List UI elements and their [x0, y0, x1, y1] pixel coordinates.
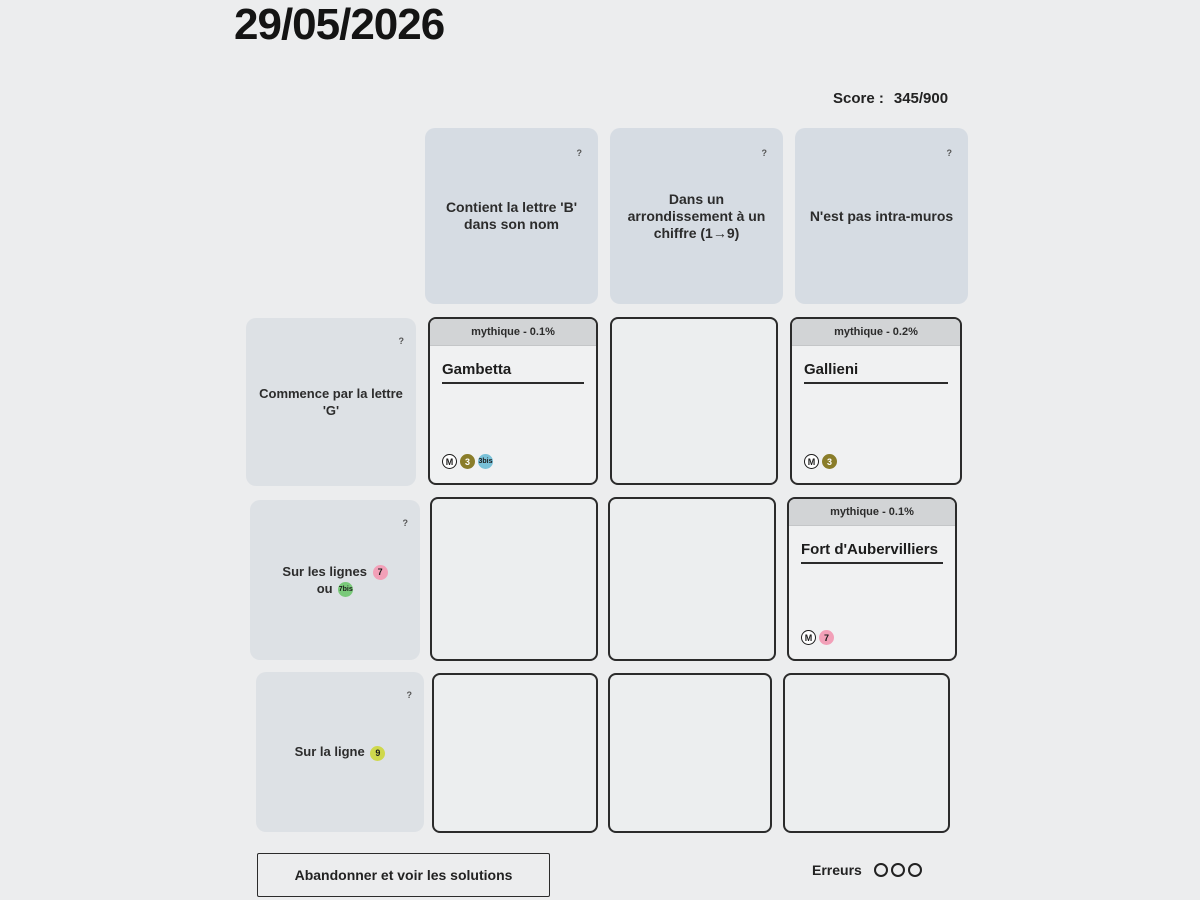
- station-name: Fort d'Aubervilliers: [801, 540, 943, 564]
- row-label: [282, 563, 387, 597]
- help-icon[interactable]: ?: [946, 148, 952, 158]
- error-circles: [874, 863, 922, 877]
- score-display: [833, 90, 948, 107]
- column-label: Dans un arrondissement à un chiffre (1→9): [627, 190, 766, 241]
- row-label: [295, 743, 386, 760]
- row-label-part: Sur les lignes: [282, 563, 367, 579]
- column-label: Contient la lettre 'B' dans son nom: [445, 199, 578, 232]
- line-9-icon: 9: [370, 746, 385, 761]
- error-circle-icon: [874, 863, 888, 877]
- puzzle-date: 29/05/2026: [234, 0, 445, 49]
- grid-cell-r3c3[interactable]: [783, 673, 950, 833]
- station-name: Gambetta: [442, 360, 584, 384]
- score-label: Score :: [833, 90, 884, 107]
- help-icon[interactable]: ?: [406, 690, 412, 700]
- errors-indicator: [812, 862, 922, 878]
- rarity-label: mythique - 0.2%: [792, 319, 960, 346]
- grid-cell-r2c1[interactable]: [430, 497, 598, 661]
- row-header-2: [250, 500, 420, 660]
- row-header-3: [256, 672, 424, 832]
- grid-cell-r3c2[interactable]: [608, 673, 772, 833]
- errors-label: Erreurs: [812, 862, 862, 878]
- help-icon[interactable]: ?: [398, 336, 404, 346]
- column-header-3: [795, 128, 968, 304]
- rarity-label: mythique - 0.1%: [430, 319, 596, 346]
- column-header-1: [425, 128, 598, 304]
- grid-cell-r2c2[interactable]: [608, 497, 776, 661]
- line-3-icon: 3: [460, 454, 475, 469]
- line-7-icon: 7: [819, 630, 834, 645]
- metro-icon: M: [804, 454, 819, 469]
- line-3-icon: 3: [822, 454, 837, 469]
- rarity-label: mythique - 0.1%: [789, 499, 955, 526]
- grid-cell-r1c2[interactable]: [610, 317, 778, 485]
- column-label: N'est pas intra-muros: [809, 207, 954, 224]
- metro-icon: M: [442, 454, 457, 469]
- row-label-part: Sur la ligne: [294, 744, 365, 760]
- error-circle-icon: [908, 863, 922, 877]
- line-3bis-icon: 3bis: [478, 454, 493, 469]
- grid-cell-r1c1[interactable]: [428, 317, 598, 485]
- line-badges: [442, 454, 493, 469]
- metro-icon: M: [801, 630, 816, 645]
- score-value: 345/900: [893, 90, 949, 107]
- line-7bis-icon: 7bis: [338, 582, 353, 597]
- column-header-2: [610, 128, 783, 304]
- abandon-button[interactable]: Abandonner et voir les solutions: [257, 853, 550, 897]
- line-7-icon: 7: [373, 565, 388, 580]
- row-header-1: [246, 318, 416, 486]
- help-icon[interactable]: ?: [576, 148, 582, 158]
- station-name: Gallieni: [804, 360, 948, 384]
- grid-cell-r2c3[interactable]: [787, 497, 957, 661]
- error-circle-icon: [891, 863, 905, 877]
- line-badges: [804, 454, 837, 469]
- row-label: Commence par la lettre 'G': [259, 386, 403, 418]
- row-label-part: ou: [316, 581, 333, 596]
- line-badges: [801, 630, 834, 645]
- grid-cell-r1c3[interactable]: [790, 317, 962, 485]
- help-icon[interactable]: ?: [402, 518, 408, 528]
- help-icon[interactable]: ?: [761, 148, 767, 158]
- grid-cell-r3c1[interactable]: [432, 673, 598, 833]
